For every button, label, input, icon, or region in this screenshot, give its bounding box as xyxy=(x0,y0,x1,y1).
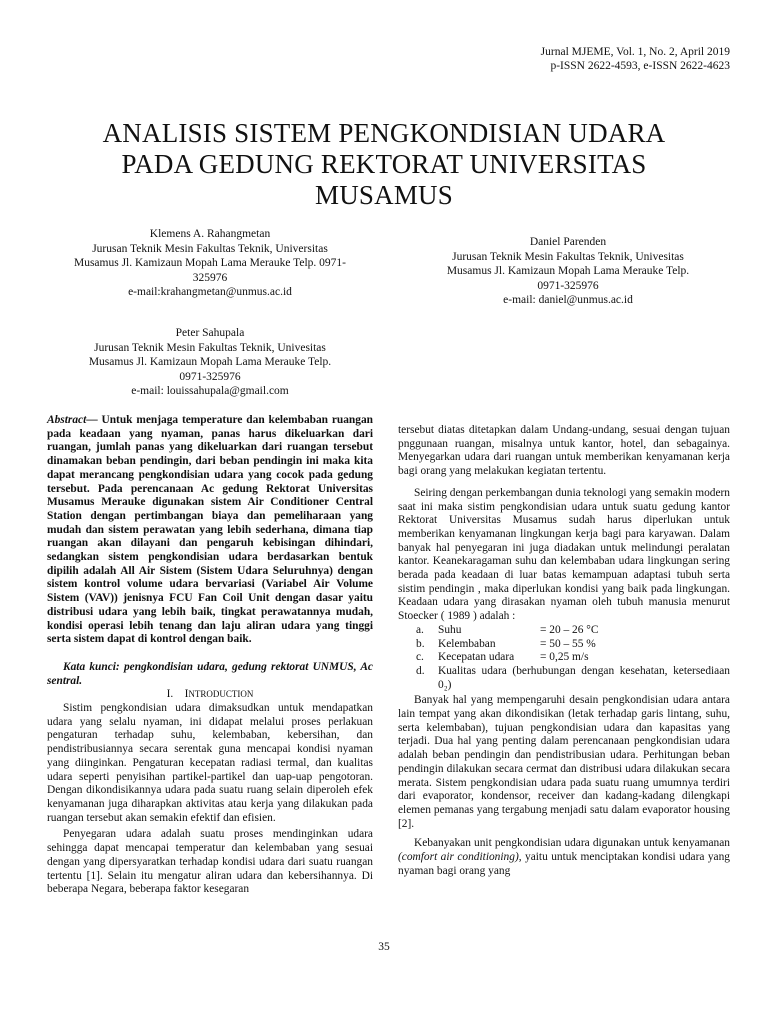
journal-header xyxy=(541,46,730,73)
author-name: Klemens A. Rahangmetan xyxy=(149,228,271,240)
list-item: d. Kualitas udara (berhubungan dengan kesehatan, ketersediaan 0₂) xyxy=(416,664,730,691)
page-number: 35 xyxy=(378,941,390,953)
title-line-3: MUSAMUS xyxy=(315,180,453,210)
list-item: c. Kecepatan udara = 0,25 m/s xyxy=(416,651,589,664)
abstract-label: Abstract xyxy=(47,414,87,426)
journal-info: Jurnal MJEME, Vol. 1, No. 2, April 2019 xyxy=(540,46,730,58)
list-item: a. Suhu = 20 – 26 °C xyxy=(416,623,599,636)
keywords-label: Kata kunci: xyxy=(63,660,124,673)
author-affiliation: Musamus Jl. Kamizaun Mopah Lama Merauke Telp. xyxy=(88,356,332,368)
title-line-2: PADA GEDUNG REKTORAT UNIVERSITAS xyxy=(121,149,647,179)
abstract-dash: — xyxy=(86,414,102,426)
abstract xyxy=(47,414,373,647)
author-affiliation: Jurusan Teknik Mesin Fakultas Teknik, Universitas xyxy=(92,242,328,255)
paper-title xyxy=(40,118,728,211)
abstract-text: Untuk menjaga temperature dan kelembaban ruangan pada keadaan yang nyaman, panas harus dikeluarkan dari ruangan, jumlah panas yang dikeluarkan dari ruangan tersebut dinamakan beban pendingin, dari beban pendingin ini maka kita dapat merancang pengkondisian udara yang cocok pada gedung tersebut. Pada perencanaan Ac gedung Rektorat Universitas Musamus Merauke digunakan sistem Air Conditioner Central Station dengan pertimbangan biaya dan pemeliharaan yang mudah dan sistem perawatan yang lebih sederhana, dimana tiap ruangan akan dilayani dan pengaruh kebisingan dihindari, sedangkan sistem pengkondisian udara berdasarkan bentuk dipilih adalah All Air Sistem (Sistem Udara Seluruhnya) dengan sistem kontrol volume udara bervariasi (Variabel Air Volume Sistem (VAV)) jenisnya FCU Fan Coil Unit dengan dasar yaitu distribusi udara yang lebih baik, tingkat perawatannya mudah, kondisi operasi lebih tenang dan laju aliran udara yang tinggi serta sistem dapat di kontrol dengan baik. xyxy=(47,414,373,646)
author-block-2 xyxy=(398,235,738,308)
right-paragraph-1: Seiring dengan perkembangan dunia teknologi yang semakin modern saat ini maka sistim pengkondisian udara untuk suatu gedung kantor Rektorat Universitas Musamus sudah harus diperlukan untuk memberikan kenyamanan lingkungan kerja bagi para karyawan. Dalam banyak hal penyegaran ini juga diadakan untuk melindungi peralatan kantor. Keanekaragaman suhu dan kelembaban udara lingkungan sering berada pada keadaan di luar batas kemampuan adaptasi tubuh serta sistim pendingin , maka diperlukan kondisi yang baik pada lingkungan. Keadaan udara yang dirasakan nyaman oleh tubuh manusia menurut Stoecker ( 1989 ) adalah : xyxy=(398,486,731,623)
author-name: Daniel Parenden xyxy=(529,236,607,248)
intro-paragraph-2: Penyegaran udara adalah suatu proses mendinginkan udara sehingga dapat mencapai temperatur dan kelembaban yang sesuai dengan yang dipersyaratkan terhadap kondisi udara dari suatu ruangan tertentu [1]. Selain itu mengatur aliran udara dan kebersihannya. Di beberapa Negara, beberapa faktor kesegaran xyxy=(47,828,373,896)
section-number: I. xyxy=(166,688,174,701)
issn-info: p-ISSN 2622-4593, e-ISSN 2622-4623 xyxy=(550,59,730,72)
section-title-rest: NTRODUCTION xyxy=(188,689,254,700)
author-affiliation: Jurusan Teknik Mesin Fakultas Teknik, Univesitas xyxy=(452,250,684,263)
author-email: e-mail: daniel@unmus.ac.id xyxy=(503,294,633,306)
intro-paragraph-1: Sistim pengkondisian udara dimaksudkan untuk mendapatkan udara yang selalu nyaman, ini didapat melalui proses perlakuan pengaturan terhadap suhu, kelembaban, kebersihan, dan pendistribusiannya secara serentak guna mencapai kondisi nyaman yang diinginkan. Pengaturan kecepatan radiasi termal, dan kualitas udara seperti penyisihan partikel-partikel dan uap-uap pengotoran. Dengan dikondisikannya udara pada suatu ruang selain diperoleh efek kenyamanan juga diharapkan aktivitas atau kerja yang dilakukan pada ruangan tersebut akan semakin efektif dan efisien. xyxy=(47,702,373,824)
right-column xyxy=(398,424,730,879)
comfort-ac-term: (comfort air conditioning) xyxy=(398,851,519,864)
author-affiliation: Musamus Jl. Kamizaun Mopah Lama Merauke Telp. xyxy=(446,265,690,277)
title-line-1: ANALISIS SISTEM PENGKONDISIAN UDARA xyxy=(102,118,666,148)
author-affiliation: 325976 xyxy=(192,271,228,284)
author-block-3 xyxy=(40,326,380,399)
author-affiliation: Jurusan Teknik Mesin Fakultas Teknik, Univesitas xyxy=(94,341,326,354)
right-paragraph-2: Banyak hal yang mempengaruhi desain pengkondisian udara antara lain tempat yang akan dikondisikan (letak terhadap garis lintang, suhu, serta kelembaban), tujuan pengkondisian udara dan kapasitas yang terjadi. Dua hal yang penting dalam perencanaan pengkondisian udara adalah beban pendingin dan pendistribusian udara. Perhitungan beban pendingin dilakukan secara cermat dan distribusi udara dilakukan secara merata. Sistem pengkondisian udara pada suatu ruang umumnya terdiri dari evaporator, kondensor, receiver dan kadang-kadang dilengkapi elemen pemanas yang tergabung menjadi satu dalam evaporator housing [2]. xyxy=(398,694,730,830)
author-affiliation: 0971-325976 xyxy=(537,279,599,292)
comfort-conditions-list xyxy=(398,624,730,693)
section-heading-introduction xyxy=(47,688,373,702)
keywords-text: pengkondisian udara, gedung rektorat UNMUS, Ac sentral. xyxy=(47,660,373,687)
right-paragraph-0: tersebut diatas ditetapkan dalam Undang-undang, sesuai dengan tujuan pnggunaan ruangan, misalnya untuk kantor, hotel, dan sebagainya. Menyegarkan udara dari ruangan untuk memberikan kenyamanan kerja bagi orang yang melakukan kegiatan tertentu. xyxy=(398,424,730,478)
author-name: Peter Sahupala xyxy=(175,327,245,339)
author-email: e-mail:krahangmetan@unmus.ac.id xyxy=(128,286,292,298)
list-item: b. Kelembaban = 50 – 55 % xyxy=(416,637,596,650)
author-affiliation: Musamus Jl. Kamizaun Mopah Lama Merauke Telp. 0971- xyxy=(73,257,347,269)
author-affiliation: 0971-325976 xyxy=(179,370,241,383)
left-column xyxy=(47,414,373,897)
author-block-1 xyxy=(40,227,380,300)
right-paragraph-3: Kebanyakan unit pengkondisian udara digunakan untuk kenyamanan (comfort air conditioning), yaitu untuk menciptakan kondisi udara yang nyaman bagi orang yang xyxy=(398,837,730,877)
author-email: e-mail: louissahupala@gmail.com xyxy=(131,385,289,397)
keywords xyxy=(47,661,373,688)
section-first-letter: I xyxy=(184,688,189,701)
